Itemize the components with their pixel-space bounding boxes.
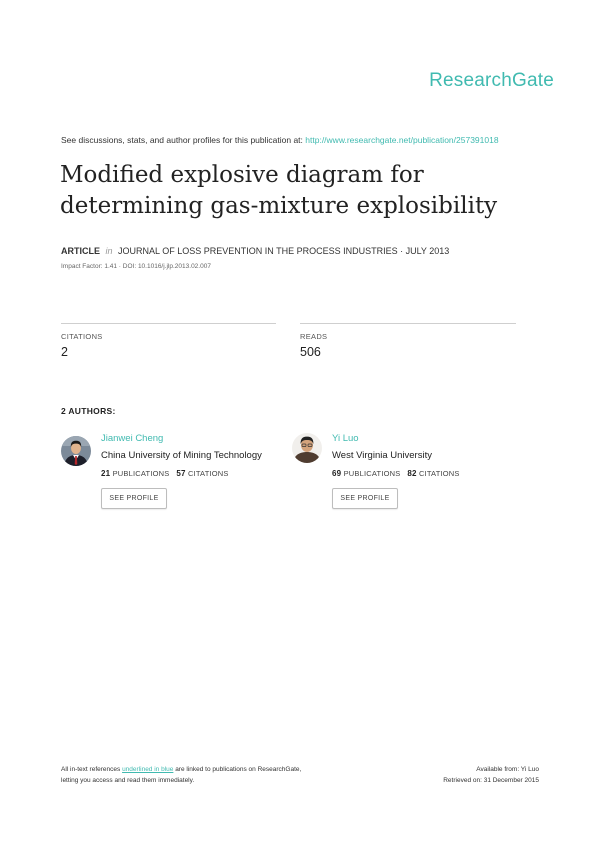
author-institution: China University of Mining Technology	[101, 450, 262, 461]
retrieved-on: Retrieved on: 31 December 2015	[443, 777, 539, 784]
see-profile-button[interactable]: SEE PROFILE	[332, 488, 398, 509]
reads-value: 506	[300, 345, 321, 359]
citations-label: CITATIONS	[418, 469, 460, 478]
avatar[interactable]	[292, 433, 322, 463]
citations-label: CITATIONS	[61, 332, 103, 341]
reads-divider	[300, 323, 516, 324]
citations-divider	[61, 323, 276, 324]
publications-label: PUBLICATIONS	[112, 469, 170, 478]
underlined-in-blue-link[interactable]: underlined in blue	[122, 766, 174, 773]
available-from: Available from: Yi Luo	[476, 766, 539, 773]
footer-note-line2: letting you access and read them immediately.	[61, 777, 195, 784]
see-profile-button[interactable]: SEE PROFILE	[101, 488, 167, 509]
avatar[interactable]	[61, 436, 91, 466]
discussion-text: See discussions, stats, and author profiles for this publication at:	[61, 135, 306, 145]
journal-name: JOURNAL OF LOSS PREVENTION IN THE PROCESS INDUSTRIES · JULY 2013	[118, 246, 450, 256]
author-stats	[101, 469, 229, 478]
publication-url-link[interactable]: http://www.researchgate.net/publication/257391018	[305, 135, 499, 145]
publications-count: 21	[101, 469, 111, 478]
citations-count: 82	[407, 469, 417, 478]
impact-doi-line: Impact Factor: 1.41 · DOI: 10.1016/j.jlp.2013.02.007	[61, 263, 211, 270]
footer-note	[61, 764, 301, 786]
footer-availability	[443, 764, 539, 786]
reads-label: READS	[300, 332, 328, 341]
publication-meta	[61, 246, 449, 256]
author-institution: West Virginia University	[332, 450, 432, 461]
in-word: in	[105, 246, 113, 256]
publications-label: PUBLICATIONS	[343, 469, 401, 478]
footer-note-suffix: are linked to publications on ResearchGate,	[173, 766, 302, 773]
author-name-link[interactable]: Yi Luo	[332, 433, 359, 444]
citations-value: 2	[61, 345, 68, 359]
publication-title: Modified explosive diagram for determining gas-mixture explosibility	[60, 162, 498, 219]
author-name-link[interactable]: Jianwei Cheng	[101, 433, 164, 444]
citations-count: 57	[176, 469, 186, 478]
author-photo-icon	[61, 436, 91, 466]
publication-type: ARTICLE	[61, 246, 100, 256]
researchgate-logo[interactable]: ResearchGate	[429, 70, 554, 91]
authors-heading: 2 AUTHORS:	[61, 406, 116, 416]
author-photo-icon	[292, 433, 322, 463]
discussion-line	[61, 135, 499, 145]
citations-label: CITATIONS	[187, 469, 229, 478]
author-stats	[332, 469, 460, 478]
footer-note-prefix: All in-text references	[61, 766, 123, 773]
publications-count: 69	[332, 469, 342, 478]
